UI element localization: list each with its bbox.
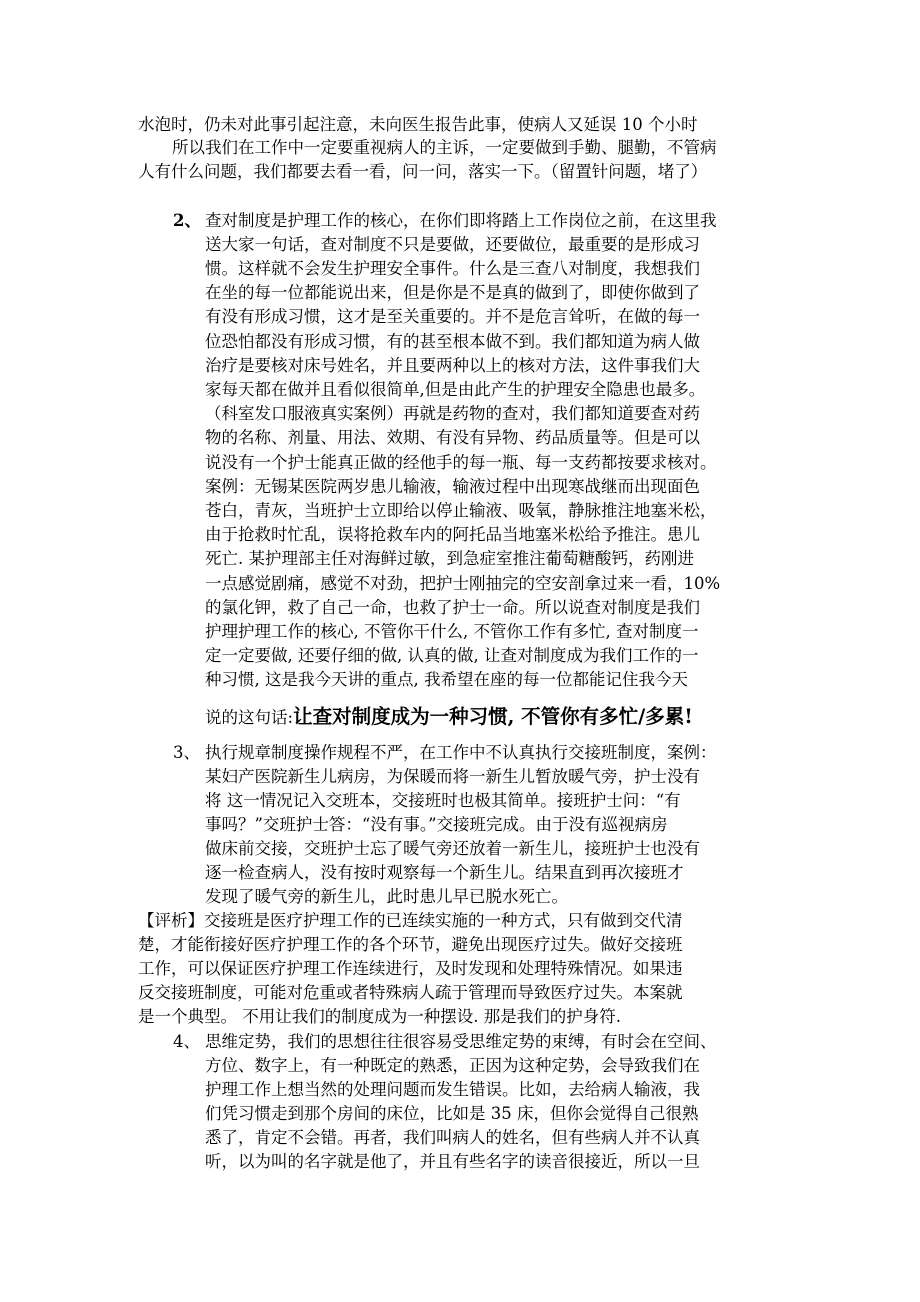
section-2-line: 家每天都在做并且看似很简单,但是由此产生的护理安全隐患也最多。 <box>205 380 706 399</box>
section-2-line: 种习惯, 这是我今天讲的重点, 我希望在座的每一位都能记住我今天 <box>205 670 688 689</box>
section-4-line: 方位、数字上，有一种既定的熟悉，正因为这种定势，会导致我们在 <box>205 1056 700 1075</box>
section-2-line: 送大家一句话，查对制度不只是要做，还要做位，最重要的是形成习 <box>205 235 700 254</box>
intro-line-2: 所以我们在工作中一定要重视病人的主诉，一定要做到手勤、腿勤，不管病 <box>172 138 717 157</box>
section-2-number: 2、 <box>173 211 201 230</box>
intro-line-3: 人有什么问题，我们都要去看一看，问一问，落实一下。（留置针问题，堵了） <box>138 162 708 181</box>
section-2-line: 位恐怕都没有形成习惯，有的甚至根本做不到。我们都知道为病人做 <box>205 332 700 351</box>
section-3-line: 将 这一情况记入交班本，交接班时也极其简单。接班护士问：“有 <box>205 791 681 810</box>
section-2-closing-line <box>205 705 693 730</box>
section-4-number: 4、 <box>173 1032 200 1051</box>
section-2-line: 惯。这样就不会发生护理安全事件。什么是三查八对制度，我想我们 <box>205 259 700 278</box>
section-4-line: 思维定势，我们的思想往往很容易受思维定势的束缚，有时会在空间、 <box>205 1032 717 1051</box>
section-2-line: 在坐的每一位都能说出来，但是你是不是真的做到了，即使你做到了 <box>205 283 700 302</box>
commentary-line: 是一个典型。 不用让我们的制度成为一种摆设. 那是我们的护身符. <box>138 1007 621 1026</box>
section-2-line: 一点感觉剧痛，感觉不对劲，把护士刚抽完的空安剖拿过来一看，10% <box>205 574 721 593</box>
section-4-line: 护理工作上想当然的处理问题而发生错误。比如，去给病人输液，我 <box>205 1080 700 1099</box>
section-2-line: 物的名称、剂量、用法、效期、有没有异物、药品质量等。但是可以 <box>205 428 700 447</box>
section-2-line: 查对制度是护理工作的核心，在你们即将踏上工作岗位之前，在这里我 <box>205 211 717 230</box>
section-2-line: 护理护理工作的核心, 不管你干什么, 不管你工作有多忙, 查对制度一 <box>205 622 699 641</box>
commentary-line: 【评析】交接班是医疗护理工作的已连续实施的一种方式，只有做到交代清 <box>138 911 683 930</box>
section-3-line: 事吗？”交班护士答：“没有事。”交接班完成。由于没有巡视病房 <box>205 815 668 834</box>
section-2-line: 苍白，青灰，当班护士立即给以停止输液、吸氧，静脉推注地塞米松， <box>205 501 717 520</box>
commentary-line: 反交接班制度，可能对危重或者特殊病人疏于管理而导致医疗过失。本案就 <box>138 983 683 1002</box>
section-3-line: 逐一检查病人，没有按时观察每一个新生儿。结果直到再次接班才 <box>205 863 684 882</box>
commentary-line: 楚，才能衔接好医疗护理工作的各个环节，避免出现医疗过失。做好交接班 <box>138 935 683 954</box>
commentary-line: 工作，可以保证医疗护理工作连续进行，及时发现和处理特殊情况。如果违 <box>138 959 683 978</box>
intro-line-1: 水泡时，仍未对此事引起注意，未向医生报告此事，使病人又延误 10 个小时 <box>138 115 698 134</box>
section-3-line: 某妇产医院新生儿病房，为保暖而将一新生儿暂放暖气旁，护士没有 <box>205 767 700 786</box>
section-2-line: 治疗是要核对床号姓名，并且要两种以上的核对方法，这件事我们大 <box>205 356 700 375</box>
section-3-line: 做床前交接，交班护士忘了暖气旁还放着一新生儿，接班护士也没有 <box>205 839 700 858</box>
section-2-line: 定一定要做, 还要仔细的做, 认真的做, 让查对制度成为我们工作的一 <box>205 646 699 665</box>
section-3-number: 3、 <box>173 743 200 762</box>
section-3-line: 发现了暖气旁的新生儿，此时患儿早已脱水死亡。 <box>205 887 568 906</box>
closing-prefix: 说的这句话: <box>205 708 294 727</box>
section-2-line: 由于抢救时忙乱，误将抢救车内的阿托品当地塞米松给予推注。患儿 <box>205 525 700 544</box>
section-2-line: 死亡. 某护理部主任对海鲜过敏，到急症室推注葡萄糖酸钙，药刚进 <box>205 549 694 568</box>
emphasis-slogan: 让查对制度成为一种习惯, 不管你有多忙/多累! <box>293 705 693 728</box>
section-4-line: 们凭习惯走到那个房间的床位，比如是 35 床，但你会觉得自己很熟 <box>205 1104 699 1123</box>
section-2-line: 说没有一个护士能真正做的经他手的每一瓶、每一支药都按要求核对。 <box>205 453 717 472</box>
section-2-line: 的氯化钾，救了自己一命，也救了护士一命。所以说查对制度是我们 <box>205 598 700 617</box>
section-2-line: 案例：无锡某医院两岁患儿输液，输液过程中出现寒战继而出现面色 <box>205 477 700 496</box>
section-2-line: （科室发口服液真实案例）再就是药物的查对，我们都知道要查对药 <box>205 404 700 423</box>
section-4-line: 悉了，肯定不会错。再者，我们叫病人的姓名，但有些病人并不认真 <box>205 1128 700 1147</box>
section-3-line: 执行规章制度操作规程不严，在工作中不认真执行交接班制度，案例： <box>205 743 717 762</box>
section-2-line: 有没有形成习惯，这才是至关重要的。并不是危言耸听，在做的每一 <box>205 307 700 326</box>
section-4-line: 听，以为叫的名字就是他了，并且有些名字的读音很接近，所以一旦 <box>205 1152 700 1171</box>
